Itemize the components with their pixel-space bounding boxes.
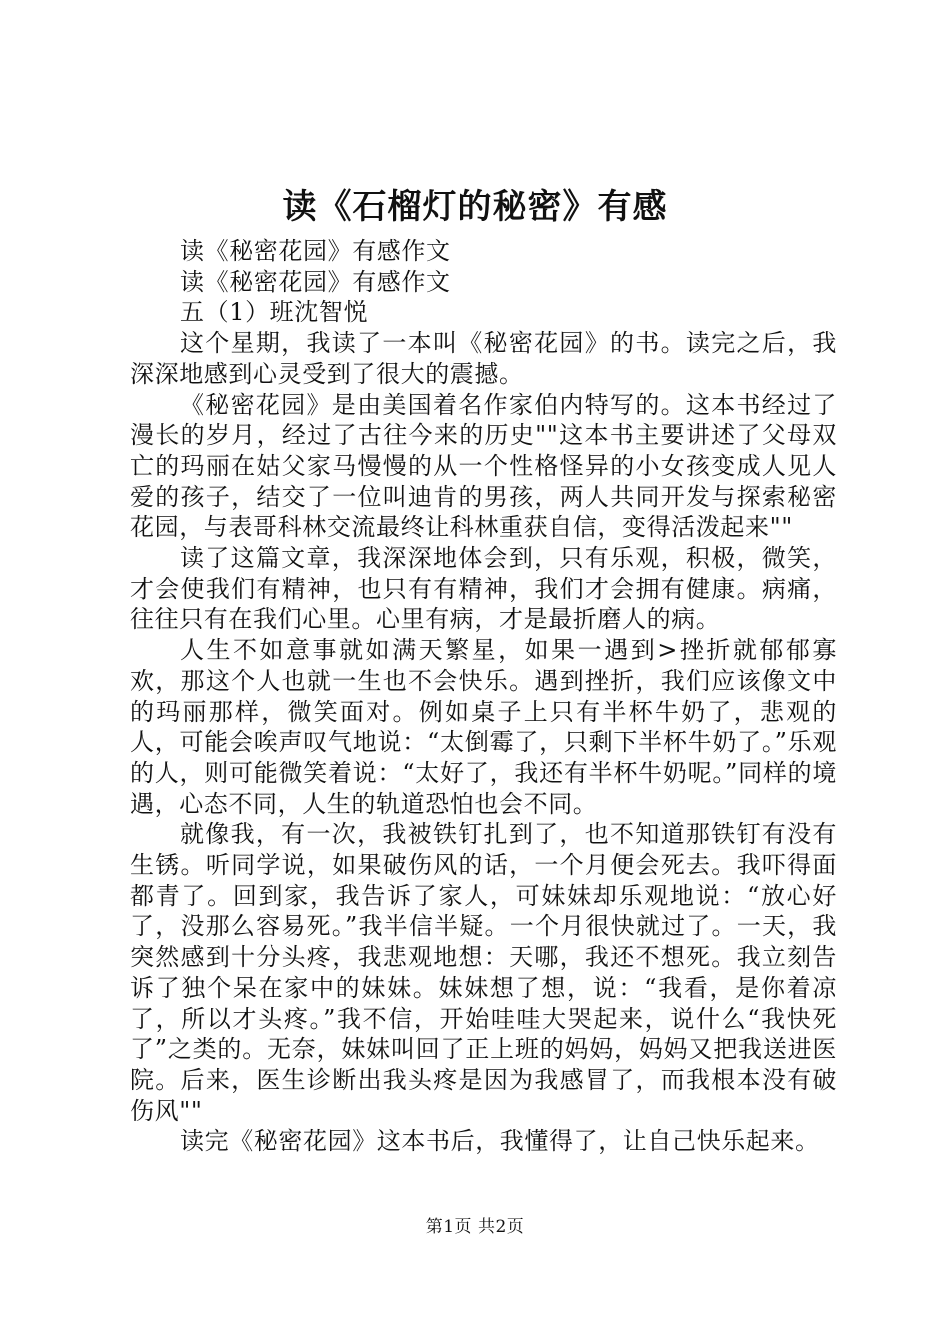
- paragraph: 《秘密花园》是由美国着名作家伯内特写的。这本书经过了漫长的岁月，经过了古往今来的历史""这本书主要讲述了父母双亡的玛丽在姑父家马慢慢的从一个性格怪异的小女孩变成人见人爱的孩子，结交了一位叫迪肯的男孩，两人共同开发与探索秘密花园，与表哥科林交流最终让科林重获自信，变得活泼起来"": [130, 390, 837, 542]
- subtitle-line: 读《秘密花园》有感作文: [180, 267, 451, 296]
- author-line: 五（1）班沈智悦: [180, 298, 369, 327]
- paragraph: 读了这篇文章，我深深地体会到，只有乐观，积极，微笑，才会使我们有精神，也只有有精神，我们才会拥有健康。病痛，往往只有在我们心里。心里有病，才是最折磨人的病。: [130, 544, 837, 634]
- document-title: 读《石榴灯的秘密》有感: [282, 187, 668, 227]
- subtitle-line: 读《秘密花园》有感作文: [180, 237, 451, 265]
- page-number-footer: 第1页 共2页: [425, 1217, 525, 1237]
- paragraph: 这个星期，我读了一本叫《秘密花园》的书。读完之后，我深深地感到心灵受到了很大的震撼。: [130, 329, 837, 388]
- paragraph: 人生不如意事就如满天繁星，如果一遇到>挫折就郁郁寡欢，那这个人也就一生也不会快乐。遇到挫折，我们应该像文中的玛丽那样，微笑面对。例如桌子上只有半杯牛奶了，悲观的人，可能会唉声叹气地说：“太倒霉了，只剩下半杯牛奶了。”乐观的人，则可能微笑着说：“太好了，我还有半杯牛奶呢。”同样的境遇，心态不同，人生的轨道恐怕也会不同。: [130, 636, 837, 818]
- document-body: [130, 236, 837, 1157]
- paragraph: 就像我，有一次，我被铁钉扎到了，也不知道那铁钉有没有生锈。听同学说，如果破伤风的话，一个月便会死去。我吓得面都青了。回到家，我告诉了家人，可妹妹却乐观地说：“放心好了，没那么容易死。”我半信半疑。一个月很快就过了。一天，我突然感到十分头疼，我悲观地想：天哪，我还不想死。我立刻告诉了独个呆在家中的妹妹。妹妹想了想，说：“我看，是你着凉了，所以才头疼。”我不信，开始哇哇大哭起来，说什么“我快死了”之类的。无奈，妹妹叫回了正上班的妈妈，妈妈又把我送进医院。后来，医生诊断出我头疼是因为我感冒了，而我根本没有破伤风"": [130, 820, 837, 1125]
- paragraph: 读完《秘密花园》这本书后，我懂得了，让自己快乐起来。: [180, 1127, 820, 1156]
